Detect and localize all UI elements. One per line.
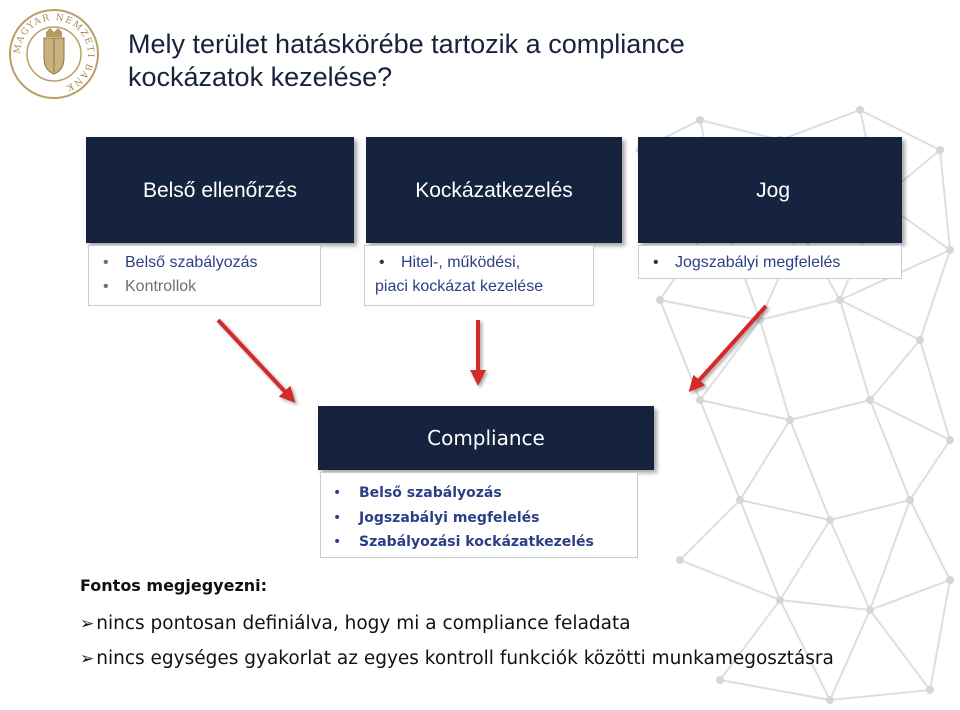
list-item — [331, 530, 637, 555]
heading-label: Kockázatkezelés — [415, 179, 573, 202]
list-item-text: Jogszabályi megfelelés — [675, 254, 841, 271]
note-text: nincs pontosan definiálva, hogy mi a compliance feladata — [96, 613, 631, 634]
logo-text: MAGYAR NEMZETI BANK — [12, 12, 96, 93]
heading-label: Jog — [756, 179, 790, 202]
bullet-icon: • — [103, 254, 109, 271]
list-item-text: Hitel-, működési, — [401, 254, 521, 271]
box-compliance-items — [320, 472, 638, 558]
heading-compliance — [318, 406, 654, 470]
title-line-2: kockázatok kezelése? — [128, 62, 393, 92]
bullet-icon: • — [333, 534, 342, 550]
bullet-icon: • — [333, 485, 342, 501]
note-item — [80, 613, 631, 634]
note-text: nincs egységes gyakorlat az egyes kontroll funkciók közötti munkamegosztásra — [96, 648, 834, 669]
bullet-icon: • — [103, 278, 109, 295]
list-item-text: Kontrollok — [125, 278, 197, 295]
list-item — [331, 481, 637, 506]
arrow-left-icon — [218, 320, 290, 397]
list-item-text: piaci kockázat kezelése — [375, 278, 544, 295]
heading-label: Compliance — [427, 426, 545, 450]
title-line-1: Mely terület hatáskörébe tartozik a compliance — [128, 29, 685, 59]
bullet-icon: • — [333, 509, 342, 526]
arrowhead-bullet-icon: ➢ — [80, 614, 95, 634]
list-item-text: Belső szabályozás — [359, 485, 502, 501]
arrowhead-bullet-icon: ➢ — [80, 649, 95, 669]
list-item-text: Jogszabályi megfelelés — [359, 509, 540, 526]
bullet-icon: • — [379, 254, 385, 271]
note-item — [80, 648, 834, 669]
list-item-text: Szabályozási kockázatkezelés — [359, 534, 594, 550]
bullet-icon: • — [653, 254, 659, 271]
heading-label: Belső ellenőrzés — [142, 179, 298, 202]
list-item-text: Belső szabályozás — [125, 254, 258, 271]
notes-title: Fontos megjegyezni: — [80, 576, 268, 595]
list-item — [331, 506, 637, 531]
arrow-right-icon — [694, 306, 766, 386]
